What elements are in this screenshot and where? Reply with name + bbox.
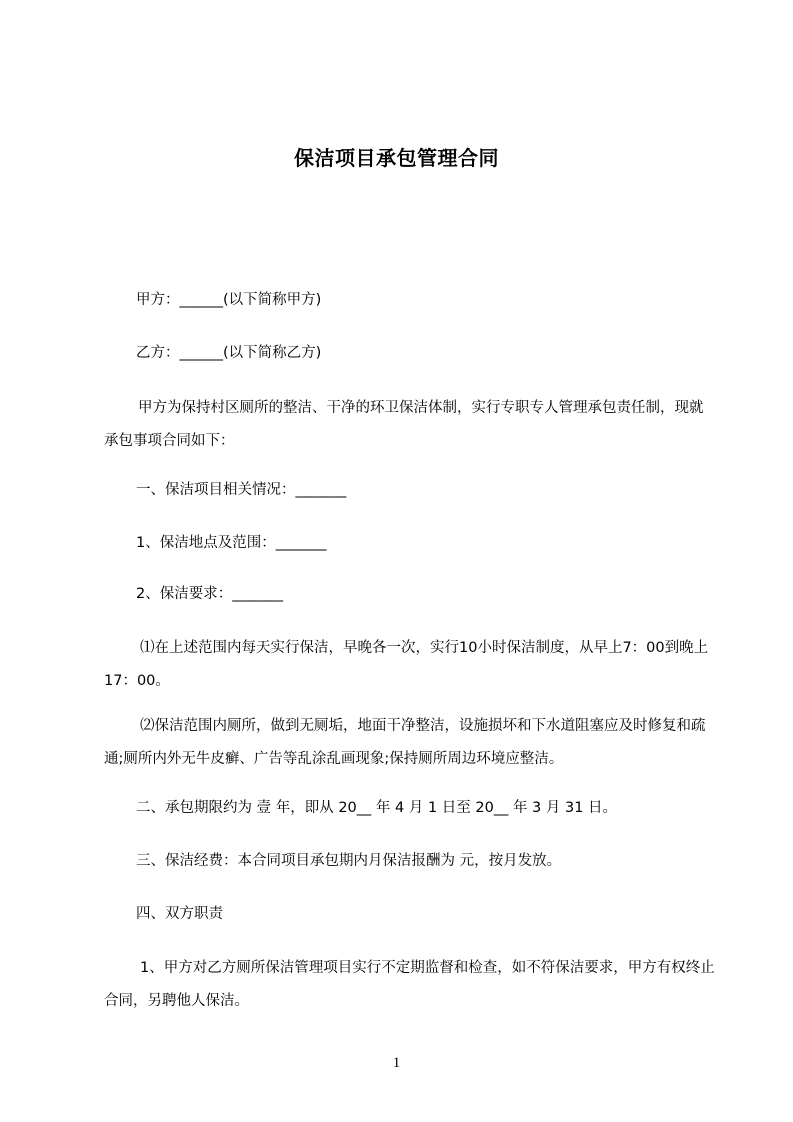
- duty-1-paragraph: 1、甲方对乙方厕所保洁管理项目实行不定期监督和检查，如不符保洁要求，甲方有权终止合同，另聘他人保洁。: [104, 960, 715, 1009]
- requirement-1-paragraph: ⑴在上述范围内每天实行保洁，早晚各一次，实行10小时保洁制度，从早上7：00到晚上17：00。: [104, 640, 709, 689]
- party-b-line: 乙方：______(以下简称乙方): [136, 345, 322, 361]
- section-2-term: 二、承包期限约为 壹 年，即从 20__ 年 4 月 1 日至 20__ 年 3 月 31 日。: [136, 800, 618, 816]
- party-a-line: 甲方：______(以下简称甲方): [136, 292, 322, 308]
- section-4-heading: 四、双方职责: [136, 906, 223, 922]
- item-1-location: 1、保洁地点及范围：_______: [136, 535, 327, 551]
- section-3-fees: 三、保洁经费：本合同项目承包期内月保洁报酬为 元，按月发放。: [136, 853, 562, 869]
- preamble-paragraph: 甲方为保持村区厕所的整洁、干净的环卫保洁体制，实行专职专人管理承包责任制，现就承包事项合同如下：: [104, 400, 704, 449]
- document-title: 保洁项目承包管理合同: [294, 146, 499, 170]
- item-2-requirements: 2、保洁要求：_______: [136, 586, 283, 602]
- page-number: 1: [392, 1055, 401, 1071]
- section-1-heading: 一、保洁项目相关情况：_______: [136, 482, 347, 498]
- requirement-2-paragraph: ⑵保洁范围内厕所，做到无厕垢，地面干净整洁，设施损坏和下水道阻塞应及时修复和疏通;厕所内外无牛皮癣、广告等乱涂乱画现象;保持厕所周边环境应整洁。: [104, 718, 706, 767]
